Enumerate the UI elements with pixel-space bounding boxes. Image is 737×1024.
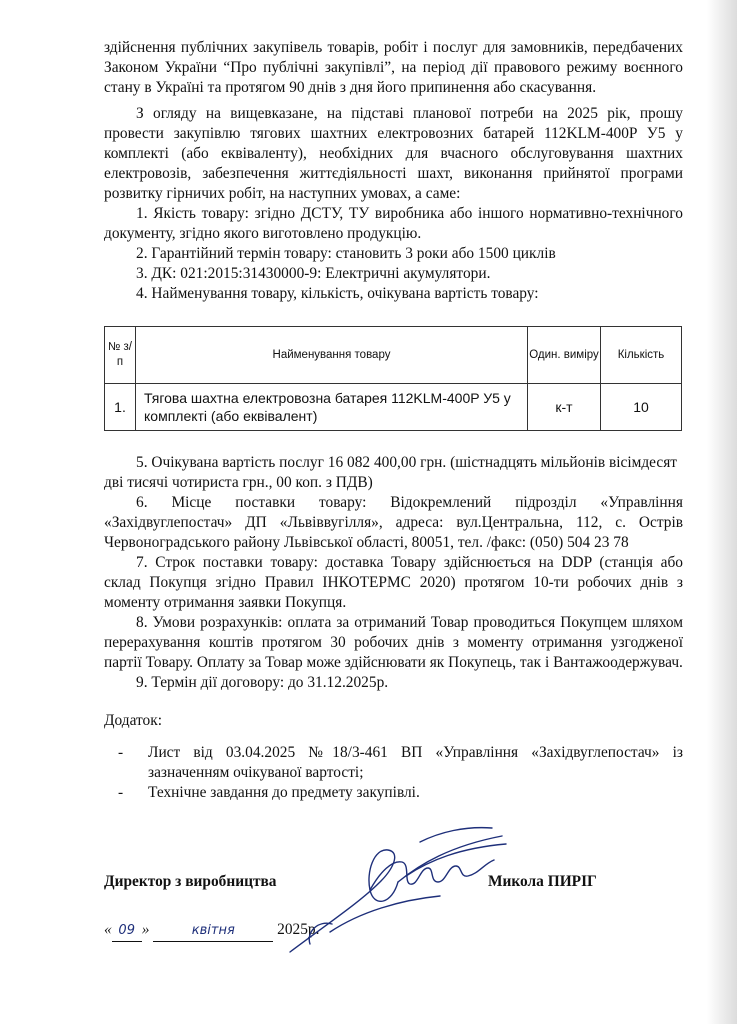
header-unit: Один. виміру bbox=[528, 327, 601, 384]
document-body bbox=[104, 38, 683, 803]
condition-expected-cost: 5. Очікувана вартість послуг 16 082 400,00 грн. (шістнадцять мільйонів вісімдесят дві тисячі чотириста грн., 00 коп. з ПДВ) bbox=[104, 454, 678, 491]
condition-contract-term: 9. Термін дії договору: до 31.12.2025р. bbox=[136, 674, 389, 691]
intro-paragraph-2: З огляду на вищевказане, на підставі планової потреби на 2025 рік, прошу провести закупівлю тягових шахтних електровозних батарей 112KLM-400P У5 у комплекті (або еквіваленту), необхідних для вчасного обслуговування шахтних електровозів, забезпечення життєдіяльності шахт, виконання прийнятої програми розвитку гірничих робіт, на наступних умовах, а саме: bbox=[104, 105, 683, 202]
signatory-position: Директор з виробництва bbox=[104, 873, 277, 890]
handwritten-signature-icon bbox=[270, 812, 520, 962]
attachment-item-2: Технічне завдання до предмету закупівлі. bbox=[148, 784, 420, 801]
row-number: 1. bbox=[105, 384, 136, 431]
condition-delivery-place: 6. Місце поставки товару: Відокремлений підрозділ «Управління «Західвуглепостач» ДП «Львіввугілля», адреса: вул.Центральна, 112, с. Острів Червоноградського району Львівської області, 80051, тел. /факс: (050) 504 23 78 bbox=[104, 494, 683, 551]
attachment-title: Додаток: bbox=[104, 712, 162, 729]
date-month: квітня bbox=[153, 921, 273, 942]
attachment-item-1: Лист від 03.04.2025 №18/3-461 ВП «Управління «Західвуглепостач» із зазначенням очікуваної вартості; bbox=[148, 744, 683, 781]
condition-delivery-term: 7. Строк поставки товару: доставка Товару здійснюється на DDP (станція або склад Покупця згідно Правил ІНКОТЕРМС 2020) протягом 10-ти робочих днів з моменту отримання заявки Покупця. bbox=[104, 554, 683, 611]
row-quantity: 10 bbox=[601, 384, 682, 431]
table-row bbox=[105, 384, 682, 431]
condition-warranty: 2. Гарантійний термін товару: становить 3 роки або 1500 циклів bbox=[136, 245, 556, 262]
goods-table bbox=[104, 326, 682, 431]
list-dash: - bbox=[118, 744, 124, 761]
row-unit: к-т bbox=[528, 384, 601, 431]
condition-dk-code: 3. ДК: 021:2015:31430000-9: Електричні акумулятори. bbox=[136, 265, 491, 282]
list-item bbox=[104, 743, 683, 783]
header-number: № з/п bbox=[105, 327, 136, 384]
condition-quality: 1. Якість товару: згідно ДСТУ, ТУ виробника або іншого нормативно-технічного документу, згідно якого виготовлено продукцію. bbox=[104, 205, 683, 242]
signatory-name: Микола ПИРІГ bbox=[488, 873, 597, 890]
list-dash: - bbox=[118, 784, 124, 801]
date-close-quote: » bbox=[141, 921, 150, 938]
header-name: Найменування товару bbox=[136, 327, 528, 384]
intro-paragraph-1: здійснення публічних закупівель товарів, робіт і послуг для замовників, передбачених Законом України “Про публічні закупівлі”, на період дії правового режиму воєнного стану в Україні та протягом 90 днів з дня його припинення або скасування. bbox=[104, 39, 683, 96]
list-item bbox=[104, 783, 683, 803]
header-quantity: Кількість bbox=[601, 327, 682, 384]
goods-table-header-row bbox=[105, 327, 682, 384]
scan-edge-shadow bbox=[707, 0, 737, 1024]
date-open-quote: « bbox=[104, 921, 112, 938]
date-year: 2025р. bbox=[277, 921, 320, 938]
attachment-list bbox=[104, 743, 683, 803]
condition-goods-heading: 4. Найменування товару, кількість, очікувана вартість товару: bbox=[136, 285, 539, 302]
row-name: Тягова шахтна електровозна батарея 112KLM-400P У5 у комплекті (або еквівалент) bbox=[136, 384, 528, 431]
condition-payment: 8. Умови розрахунків: оплата за отриманий Товар проводиться Покупцем шляхом перерахування коштів протягом 30 робочих днів з моменту отримання узгодженої партії Товару. Оплату за Товар може здійснювати як Покупець, так і Вантажоодержувач. bbox=[104, 614, 683, 671]
date-day: 09 bbox=[112, 921, 142, 942]
